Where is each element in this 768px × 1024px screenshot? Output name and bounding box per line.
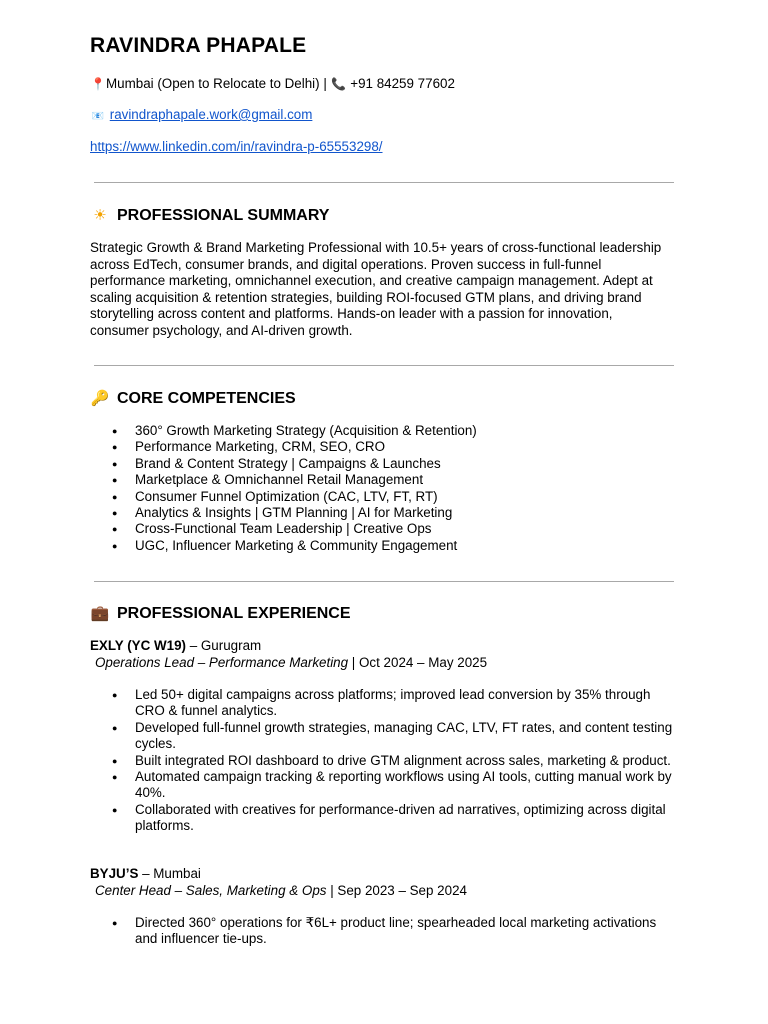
divider (94, 581, 674, 582)
list-item: ● Analytics & Insights | GTM Planning | AI for Marketing (90, 505, 680, 521)
list-item: ● 360° Growth Marketing Strategy (Acquisition & Retention) (90, 423, 680, 439)
company-name: BYJU’S (90, 866, 139, 881)
email-link[interactable]: ravindraphapale.work@gmail.com (109, 107, 313, 122)
job-dates: | Sep 2023 – Sep 2024 (326, 883, 467, 898)
list-item: ● UGC, Influencer Marketing & Community Engagement (90, 538, 680, 554)
list-item: ● Brand & Content Strategy | Campaigns & Launches (90, 456, 680, 472)
competencies-list (90, 423, 680, 554)
divider (94, 182, 674, 183)
job-role: Center Head – Sales, Marketing & Ops (95, 883, 327, 898)
phone-icon: 📞 (331, 77, 347, 91)
contact-line (90, 76, 455, 91)
summary-title: PROFESSIONAL SUMMARY (117, 207, 330, 224)
email-line (90, 107, 312, 122)
job-dates: | Oct 2024 – May 2025 (348, 655, 488, 670)
phone-number: +91 84259 77602 (350, 76, 455, 91)
list-item: ● Consumer Funnel Optimization (CAC, LTV, FT, RT) (90, 489, 680, 505)
competencies-heading (90, 389, 296, 408)
candidate-name: RAVINDRA PHAPALE (90, 34, 307, 57)
job-location: – Mumbai (138, 866, 201, 881)
list-item: ● Cross-Functional Team Leadership | Creative Ops (90, 521, 680, 537)
experience-heading (90, 604, 351, 623)
list-item: ● Performance Marketing, CRM, SEO, CRO (90, 439, 680, 455)
job-location: – Gurugram (186, 638, 262, 653)
list-item: ● Automated campaign tracking & reporting workflows using AI tools, cutting manual work by 40%. (90, 769, 680, 802)
job-bullets (90, 915, 680, 948)
sun-icon: ☀ (93, 207, 107, 224)
list-item: ● Marketplace & Omnichannel Retail Management (90, 472, 680, 488)
list-item: ● Collaborated with creatives for performance-driven ad narratives, optimizing across digital platforms. (90, 802, 680, 835)
list-item: ● Led 50+ digital campaigns across platforms; improved lead conversion by 35% through CRO & funnel analytics. (90, 687, 680, 720)
company-name: EXLY (YC W19) (90, 638, 186, 653)
job-subheader (95, 883, 467, 898)
summary-heading (90, 206, 329, 225)
summary-text: Strategic Growth & Brand Marketing Professional with 10.5+ years of cross-functional leadership across EdTech, consumer brands, and digital operations. Proven success in full-funnel performance marketing, omnichannel execution, and creative campaign management. Adept at scaling acquisition & retention strategies, building ROI-focused GTM plans, and driving brand storytelling across content and platforms. Hands-on leader with a passion for innovation, consumer psychology, and AI-driven growth. (90, 240, 662, 338)
location-text: Mumbai (Open to Relocate to Delhi) | (106, 76, 327, 91)
pin-icon: 📍 (90, 77, 106, 91)
job-subheader (95, 655, 487, 670)
job-header (90, 866, 201, 881)
key-icon: 🔑 (90, 390, 110, 407)
experience-title: PROFESSIONAL EXPERIENCE (117, 605, 351, 622)
job-role: Operations Lead – Performance Marketing (95, 655, 349, 670)
briefcase-icon: 💼 (90, 605, 110, 622)
linkedin-link[interactable]: https://www.linkedin.com/in/ravindra-p-65553298/ (90, 139, 383, 154)
divider (94, 365, 674, 366)
competencies-title: CORE COMPETENCIES (117, 390, 296, 407)
job-bullets (90, 687, 680, 835)
email-icon: 📧 (91, 111, 105, 122)
list-item: ● Directed 360° operations for ₹6L+ product line; spearheaded local marketing activations and influencer tie-ups. (90, 915, 680, 948)
list-item: ● Built integrated ROI dashboard to drive GTM alignment across sales, marketing & product. (90, 753, 680, 769)
job-header (90, 638, 261, 653)
linkedin-line (90, 139, 383, 154)
list-item: ● Developed full-funnel growth strategies, managing CAC, LTV, FT rates, and content testing cycles. (90, 720, 680, 753)
